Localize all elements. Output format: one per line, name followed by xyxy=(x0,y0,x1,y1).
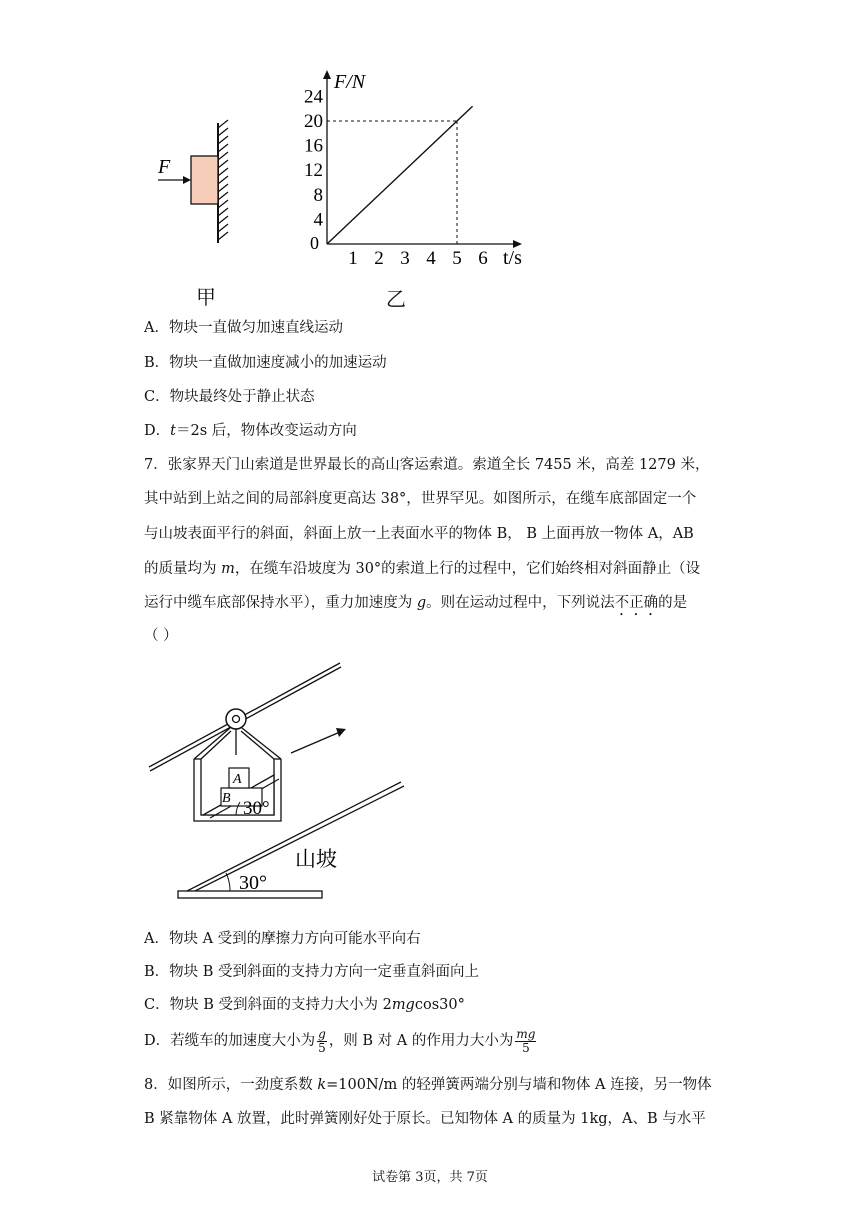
cable-car-figure xyxy=(140,655,420,905)
x-tick-label: 2 xyxy=(374,248,384,269)
q6-option-d[interactable]: D．t＝2s 后，物体改变运动方向 xyxy=(144,423,357,439)
q7-line-2: 其中站到上站之间的局部斜度更高达 38°，世界罕见。如图所示，在缆车底部固定一个 xyxy=(144,491,697,507)
q7-line-1: 7．张家界天门山索道是世界最长的高山客运索道。索道全长 7455 米，高差 1279 米， xyxy=(144,457,710,473)
caption-yi: 乙 xyxy=(386,287,406,311)
q7-answer-bracket[interactable]: （ ） xyxy=(144,628,178,644)
q7-line-4: 的质量均为 m，在缆车沿坡度为 30°的索道上行的过程中，它们始终相对斜面静止（设 xyxy=(144,561,701,577)
slope xyxy=(187,782,401,891)
q8-line-2: B 紧靠物体 A 放置，此时弹簧刚好处于原长。已知物体 A 的质量为 1kg，A、B 与水平 xyxy=(144,1111,706,1127)
angle-inner: 30° xyxy=(243,798,270,819)
x-tick-label: 1 xyxy=(348,248,358,269)
fraction-g-over-5: $\frac{g}{5}$ xyxy=(318,1026,326,1055)
q7-option-a[interactable]: A．物块 A 受到的摩擦力方向可能水平向右 xyxy=(144,931,421,947)
caption-jia: 甲 xyxy=(196,285,216,309)
q7-option-b[interactable]: B．物块 B 受到斜面的支持力方向一定垂直斜面向上 xyxy=(144,964,480,980)
force-line xyxy=(327,106,473,244)
y-tick-label: 16 xyxy=(304,135,323,157)
var-t: t xyxy=(170,423,176,439)
y-tick-label: 8 xyxy=(313,184,323,206)
q6-option-d-text: ＝2s 后，物体改变运动方向 xyxy=(175,423,357,439)
var-k: k xyxy=(317,1077,327,1093)
page-footer: 试卷第 3页，共 7页 xyxy=(372,1170,488,1185)
y-axis-label: F/N xyxy=(334,71,366,93)
q7-option-c[interactable]: C．物块 B 受到斜面的支持力大小为 2mgcos30° xyxy=(144,997,465,1013)
slope-label: 山坡 xyxy=(295,847,337,871)
q6-option-c[interactable]: C．物块最终处于静止状态 xyxy=(144,389,315,405)
x-tick-label: 4 xyxy=(426,248,436,269)
x-tick-label: 6 xyxy=(478,248,488,269)
var-mg: mg xyxy=(391,997,415,1013)
var-m: m xyxy=(221,561,235,577)
fraction-mg-over-5: $\frac{mg}{5}$ xyxy=(516,1026,536,1055)
emphasis-not-correct: 不正确 xyxy=(614,595,659,611)
q7-option-d[interactable]: D．若缆车的加速度大小为 $\frac{g}{5}$ ，则 B 对 A 的作用力大小为 $\frac{mg}{5}$ xyxy=(144,1026,536,1055)
y-tick-label: 20 xyxy=(304,111,323,132)
q8-line-1: 8．如图所示，一劲度系数 k=100N/m 的轻弹簧两端分别与墙和物体 A 连接，另一物体 xyxy=(144,1077,712,1093)
block xyxy=(191,156,218,204)
force-label: F xyxy=(158,156,171,178)
q6-option-a[interactable]: A．物块一直做匀加速直线运动 xyxy=(144,320,343,336)
figure-jia xyxy=(140,118,240,248)
x-axis-label: t/s xyxy=(503,247,522,269)
angle-outer: 30° xyxy=(239,872,267,894)
y-tick-label: 4 xyxy=(313,209,323,231)
q6-option-b[interactable]: B．物块一直做加速度减小的加速运动 xyxy=(144,355,387,371)
x-tick-label: 5 xyxy=(452,248,462,269)
label-a: A xyxy=(233,772,242,787)
y-tick-label: 24 xyxy=(304,86,323,108)
direction-arrow xyxy=(291,732,340,753)
y-tick-label: 12 xyxy=(304,160,323,182)
q7-line-5: 运行中缆车底部保持水平），重力加速度为 g。则在运动过程中，下列说法不正确的是 xyxy=(144,595,688,611)
origin-label: 0 xyxy=(310,233,319,253)
var-g: g xyxy=(416,595,427,611)
force-time-graph xyxy=(290,66,540,276)
q7-line-3: 与山坡表面平行的斜面，斜面上放一上表面水平的物体 B， B 上面再放一物体 A，AB xyxy=(144,526,694,542)
x-tick-label: 3 xyxy=(400,248,410,269)
label-b: B xyxy=(222,791,231,806)
